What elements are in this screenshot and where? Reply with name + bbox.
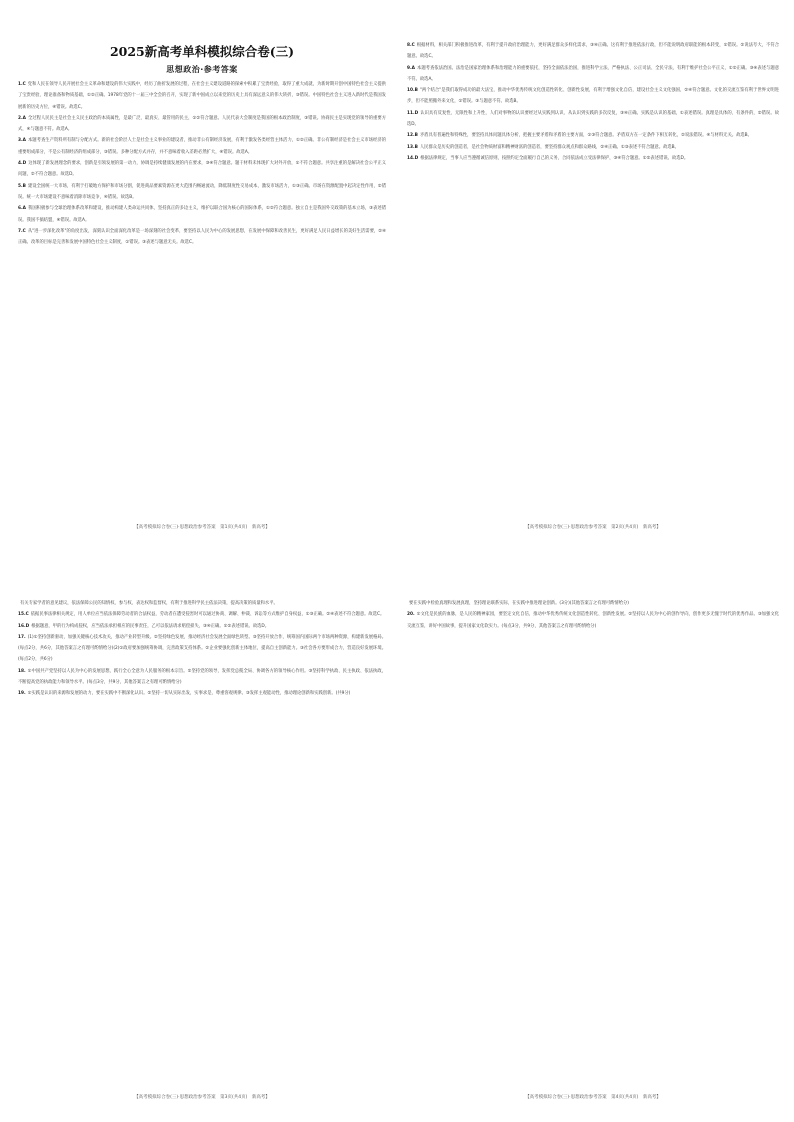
answer-text: 认识具有反复性、无限性和上升性，人们对事物的认识要经过从实践到认识、从认识到实践的多次反复，③④正确。实践是认识的基础，①表述错误。真理是具体的、有条件的，②错误。故选D。 xyxy=(407,110,779,128)
answer-number: 1.C xyxy=(18,82,26,87)
answer-item xyxy=(407,130,779,141)
answer-item xyxy=(407,40,779,63)
answer-number: 14.D xyxy=(407,155,419,161)
answer-item xyxy=(18,621,386,632)
answer-number: 13.B xyxy=(407,144,418,150)
answer-item xyxy=(18,226,386,249)
answer-text: 我国积极参与全球治理体系改革和建设，推动构建人类命运共同体，坚持真正的多边主义，维护以联合国为核心的国际体系，①②符合题意。独立自主是我国外交政策的基本立场，③表述错误。我国不搞结盟，④错误。故选A。 xyxy=(18,206,386,223)
answer-text: 要在实践中检验真理和发展真理，坚持理论联系实际，在实践中推进理论创新。(3分)(其他答案言之有理可酌情给分) xyxy=(409,601,629,606)
answer-item xyxy=(18,135,386,158)
answer-text: ①文化是民族的血脉，是人民的精神家园，要坚定文化自信，推动中华优秀传统文化创造性转化、创新性发展。②坚持以人民为中心的创作导向，创作更多无愧于时代的优秀作品。③加强文化交流互鉴，讲好中国故事，提升国家文化软实力。(每点3分，共9分，其他答案言之有理可酌情给分) xyxy=(407,612,779,629)
answer-text: 党和人民在领导人民开展社会主义革命和建设的伟大实践中，经历了曲折发展的过程，在社会主义建设道路的探索中积累了宝贵经验，取得了重大成就，为新时期开创中国特色社会主义提供了宝贵经验、理论准备和物质基础，①②正确。1978年党的十一届三中全会的召开，实现了新中国成立以来党的历史上具有深远意义的伟大转折，③错误。中国特色社会主义进入新时代是我国发展新的历史方位，④错误。故选C。 xyxy=(18,82,386,110)
answer-list xyxy=(18,598,386,1094)
answer-number: 17. xyxy=(18,634,26,640)
answer-text: 根据材料，相关部门积极推进改革，有利于提升政府治理能力，更好满足群众多样化需求，③④正确。这有利于推进依法行政，但不能说明政府职能的根本转变，①错误。②说法夸大，不符合题意。故选C。 xyxy=(407,43,779,60)
answer-text: 矛盾具有普遍性和特殊性，要坚持具体问题具体分析，把握主要矛盾和矛盾的主要方面，①③符合题意。矛盾双方在一定条件下相互转化，②说法错误。④与材料无关。故选B。 xyxy=(419,133,752,139)
answer-number: 7.C xyxy=(18,228,26,234)
answer-text: 全过程人民民主是社会主义民主政治的本质属性，是最广泛、最真实、最管用的民主，①②符合题意。人民代表大会制度是我国的根本政治制度，③错误。协商民主是实现党的领导的重要方式，④与题意不符。故选A。 xyxy=(18,115,386,133)
answer-number: 5.B xyxy=(18,183,26,189)
answer-sheet-page-1 xyxy=(18,40,386,532)
answer-text: 根据题意，甲的行为构成侵权，应当依法承担相应的民事责任，乙可以依法请求赔偿损失，③④正确。①②表述错误。故选D。 xyxy=(31,623,270,629)
answer-text: 这体现了新发展理念的要求，创新是引领发展的第一动力，协调是持续健康发展的内在要求，③④符合题意。题干材料未体现扩大对外开放，①不符合题意。共享注重的是解决社会公平正义问题，②不符合题意。故选D。 xyxy=(18,161,386,178)
document-subtitle: 思想政治·参考答案 xyxy=(166,65,238,74)
answer-number: 9.A xyxy=(407,65,415,71)
answer-number: 3.A xyxy=(18,138,26,144)
answer-item xyxy=(407,142,779,153)
answer-number: 8.C xyxy=(407,43,415,48)
answer-number: 16.D xyxy=(18,623,30,629)
answer-sheet-page-2 xyxy=(407,40,779,532)
answer-sheet-page-4 xyxy=(407,598,779,1102)
answer-item xyxy=(407,598,779,609)
answer-text: 依据民事法律相关规定，用人单位应当依法保障劳动者的合法权益，劳动者在遭受侵害时可以通过协商、调解、仲裁、诉讼等方式维护自身权益，①③正确。②④表述不符合题意。故选C。 xyxy=(30,612,385,618)
answer-text: 有关专家学者的意见建议，依法保障公民的知情权、参与权、表达权和监督权，有利于推进科学民主依法决策，提高决策的质量和水平。 xyxy=(20,601,278,606)
document-title: 2025新高考单科模拟综合卷(三) xyxy=(109,44,295,59)
answer-item xyxy=(407,153,779,164)
answer-item xyxy=(407,85,779,108)
answer-list xyxy=(407,598,779,1094)
page-footer: 【高考模拟综合卷(三)·思想政治参考答案 第1页(共4页) 新高考】 xyxy=(134,525,270,530)
answer-number: 2.A xyxy=(18,115,26,121)
answer-sheet-page-3 xyxy=(18,598,386,1102)
answer-text: 从"进一步深化改革"的角度出发，深刻认识全面深化改革是一场深刻的社会变革，要坚持以人民为中心的发展思想，在发展中保障和改善民生，更好满足人民日益增长的美好生活需要，②④正确。改革的目标是完善和发展中国特色社会主义制度，①错误。③表述与题意无关。故选C。 xyxy=(18,228,386,246)
answer-item xyxy=(18,609,386,620)
answer-list xyxy=(18,75,386,524)
answer-text: 根据法律规定，当事人应当遵循诚信原则，按照约定全面履行自己的义务，合同依法成立受法律保护，③④符合题意。①②表述错误。故选D。 xyxy=(420,155,689,161)
answer-number: 20. xyxy=(407,612,415,618)
answer-text: ①中国共产党坚持以人民为中心的发展思想，践行全心全意为人民服务的根本宗旨。②坚持党的领导，发挥党总揽全局、协调各方的领导核心作用。③坚持科学执政、民主执政、依法执政，不断提高党的执政能力和领导水平。(每点3分，共9分，其他答案言之有理可酌情给分) xyxy=(18,668,386,686)
answer-text: "两个结合"是我们取得成功的最大法宝，推动中华优秀传统文化创造性转化、创新性发展，有利于增强文化自信，建设社会主义文化强国，②④符合题意。文化的交流互鉴有利于世界文明进步，但不能照搬外来文化，①错误。③与题意不符。故选B。 xyxy=(407,88,779,105)
page-footer: 【高考模拟综合卷(三)·思想政治参考答案 第3页(共4页) 新高考】 xyxy=(134,1095,270,1100)
answer-number: 19. xyxy=(18,691,26,697)
answer-text: 本题考查生产资料所有制与分配方式。新的社会阶层人士是社会主义事业的建设者，推动非公有制经济发展，有利于激发各类经营主体活力，①②正确。非公有制经济是社会主义市场经济的重要组成部分，不是公有制经济的组成部分，③错误。多种分配方式并存，并不意味着收入差距必然扩大，④错误。故选A。 xyxy=(18,138,386,155)
answer-text: 本题考查依法治国。法治是国家治理体系和治理能力的重要依托，坚持全面依法治国，推进科学立法、严格执法、公正司法、全民守法，有利于维护社会公平正义，①②正确。③④表述与题意不符。故选A。 xyxy=(407,65,779,82)
answer-item xyxy=(407,609,779,632)
answer-item xyxy=(18,158,386,181)
answer-item xyxy=(18,632,386,666)
page-footer: 【高考模拟综合卷(三)·思想政治参考答案 第2页(共4页) 新高考】 xyxy=(525,525,661,530)
answer-number: 15.C xyxy=(18,612,29,618)
answer-item xyxy=(18,666,386,689)
answer-text: (1)①坚持创新驱动，加强关键核心技术攻关，推动产业转型升级。②坚持绿色发展，推动经济社会发展全面绿色转型。③坚持开放合作，统筹国内国际两个市场两种资源，构建新发展格局。(每点2分，共6分，其他答案言之有理可酌情给分)(2)①政府要加强统筹协调，完善政策支持体系。②企业要强化创新主体地位，提高自主创新能力。③社会各方要形成合力，营造良好发展环境。(每点2分，共6分) xyxy=(18,634,386,663)
answer-item xyxy=(407,108,779,131)
answer-list xyxy=(407,40,779,524)
answer-item xyxy=(18,181,386,204)
document-header xyxy=(18,40,386,75)
answer-item xyxy=(18,79,386,113)
answer-number: 4.D xyxy=(18,161,27,167)
answer-item xyxy=(18,598,386,609)
answer-number: 6.A xyxy=(18,206,26,212)
answer-text: 人民群众是历史的创造者，是社会物质财富和精神财富的创造者，要坚持群众观点和群众路线，②④正确。①③表述不符合题意。故选B。 xyxy=(419,144,679,150)
answer-text: 建设全国统一大市场，有利于打破地方保护和市场分割，促进商品要素资源在更大范围内畅通流动，降低制度性交易成本，激发市场活力，①③正确。市场在资源配置中起决定性作用，②错误。统一大市场建设不意味着消除市场竞争，④错误。故选B。 xyxy=(18,183,386,200)
answer-number: 12.B xyxy=(407,133,418,139)
answer-item xyxy=(407,63,779,86)
answer-number: 18. xyxy=(18,668,26,674)
answer-item xyxy=(18,688,386,699)
answer-number: 10.B xyxy=(407,88,418,94)
answer-item xyxy=(18,113,386,136)
page-footer: 【高考模拟综合卷(三)·思想政治参考答案 第4页(共4页) 新高考】 xyxy=(525,1095,661,1100)
answer-text: ①实践是认识的来源和发展的动力，要在实践中不断深化认识。②坚持一切从实际出发，实事求是，尊重客观规律。③发挥主观能动性，推动理论创新和实践创新。(共9分) xyxy=(27,691,351,697)
answer-item xyxy=(18,203,386,226)
answer-number: 11.D xyxy=(407,110,419,116)
